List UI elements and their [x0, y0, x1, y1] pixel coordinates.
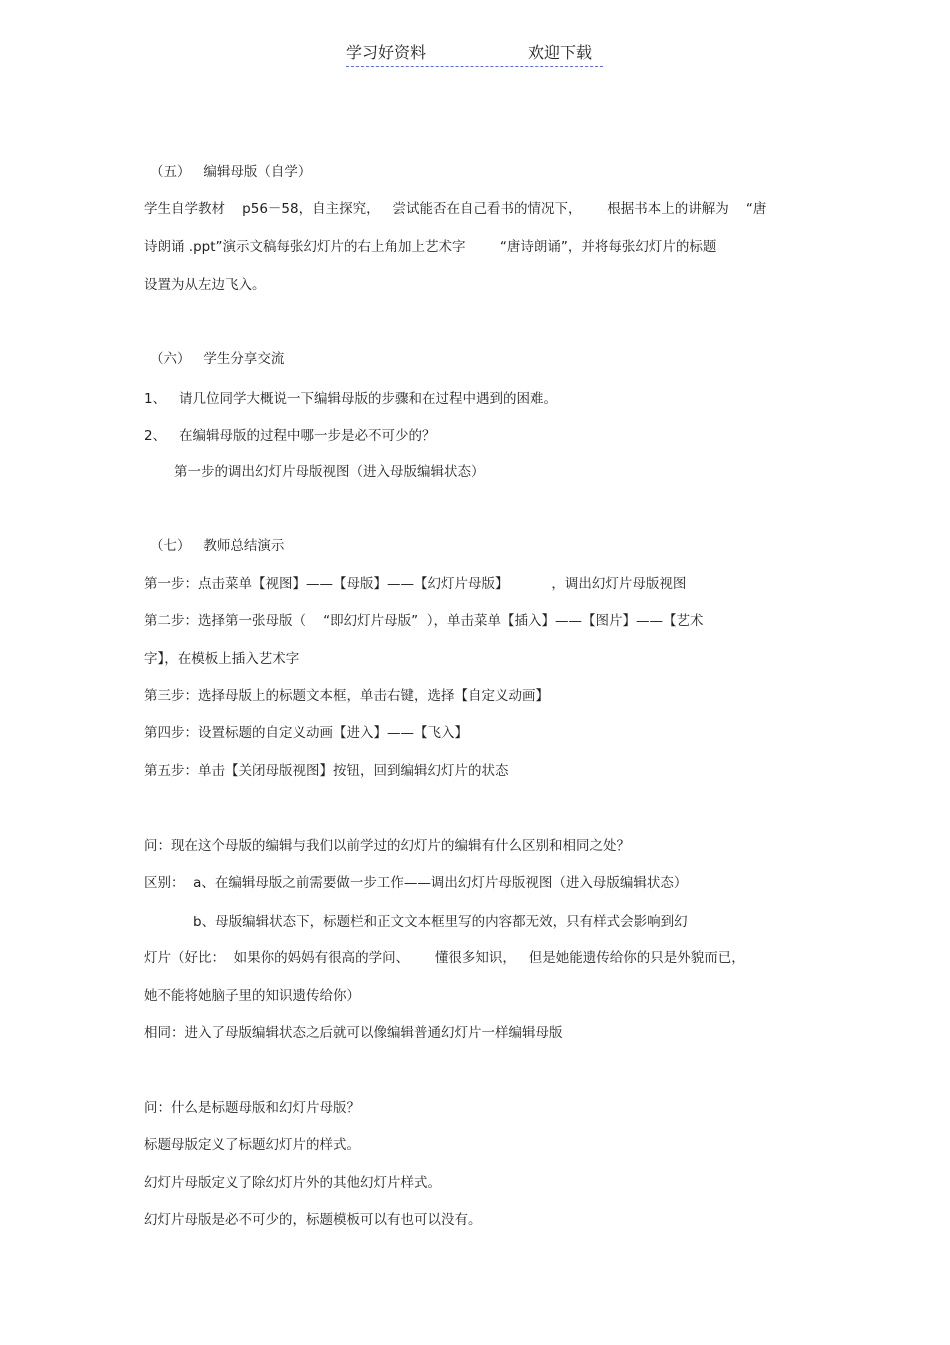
paragraph-line: 幻灯片母版定义了除幻灯片外的其他幻灯片样式。: [144, 1175, 441, 1191]
paragraph-line: b、母版编辑状态下，标题栏和正文文本框里写的内容都无效，只有样式会影响到幻: [193, 914, 688, 930]
page-header: [346, 42, 603, 67]
paragraph-line: 幻灯片母版是必不可少的，标题模板可以有也可以没有。: [144, 1212, 482, 1228]
answer-line: 第一步的调出幻灯片母版视图（进入母版编辑状态）: [174, 464, 485, 480]
paragraph-line: 设置为从左边飞入。: [144, 277, 266, 293]
header-left-text: 学习好资料: [346, 43, 427, 62]
step-line: 第五步：单击【关闭母版视图】按钮，回到编辑幻灯片的状态: [144, 763, 509, 779]
paragraph-line: 区别： a、在编辑母版之前需要做一步工作——调出幻灯片母版视图（进入母版编辑状态）: [144, 875, 688, 891]
question-line: 问：什么是标题母版和幻灯片母版？: [144, 1100, 360, 1116]
paragraph-line: 学生自学教材 p56－58，自主探究， 尝试能否在自己看书的情况下， 根据书本上的讲解为 “唐: [144, 201, 767, 217]
step-line: 第四步：设置标题的自定义动画【进入】——【飞入】: [144, 725, 468, 741]
section-heading-6: （六） 学生分享交流: [150, 351, 285, 367]
paragraph-line: 相同：进入了母版编辑状态之后就可以像编辑普通幻灯片一样编辑母版: [144, 1025, 563, 1041]
section-heading-7: （七） 教师总结演示: [150, 538, 285, 554]
paragraph-line: 诗朗诵 .ppt”演示文稿每张幻灯片的右上角加上艺术字 “唐诗朗诵”，并将每张幻灯片的标题: [144, 239, 717, 255]
step-line: 第三步：选择母版上的标题文本框，单击右键，选择【自定义动画】: [144, 688, 549, 704]
paragraph-line: 标题母版定义了标题幻灯片的样式。: [144, 1137, 360, 1153]
paragraph-line: 她不能将她脑子里的知识遗传给你）: [144, 988, 360, 1004]
paragraph-line: 灯片（好比： 如果你的妈妈有很高的学问、 懂很多知识， 但是她能遗传给你的只是外貌而已，: [144, 950, 745, 966]
section-heading-5: （五） 编辑母版（自学）: [150, 164, 312, 180]
list-item: 1、 请几位同学大概说一下编辑母版的步骤和在过程中遇到的困难。: [144, 391, 557, 407]
step-line: 第二步：选择第一张母版（ “即幻灯片母版” ），单击菜单【插入】——【图片】——【艺术: [144, 613, 704, 629]
step-line: 字】，在模板上插入艺术字: [144, 651, 300, 667]
list-item: 2、 在编辑母版的过程中哪一步是必不可少的？: [144, 428, 436, 444]
question-line: 问：现在这个母版的编辑与我们以前学过的幻灯片的编辑有什么区别和相同之处？: [144, 838, 630, 854]
step-line: 第一步：点击菜单【视图】——【母版】——【幻灯片母版】 ，调出幻灯片母版视图: [144, 576, 687, 592]
header-right-text: 欢迎下载: [528, 43, 593, 62]
